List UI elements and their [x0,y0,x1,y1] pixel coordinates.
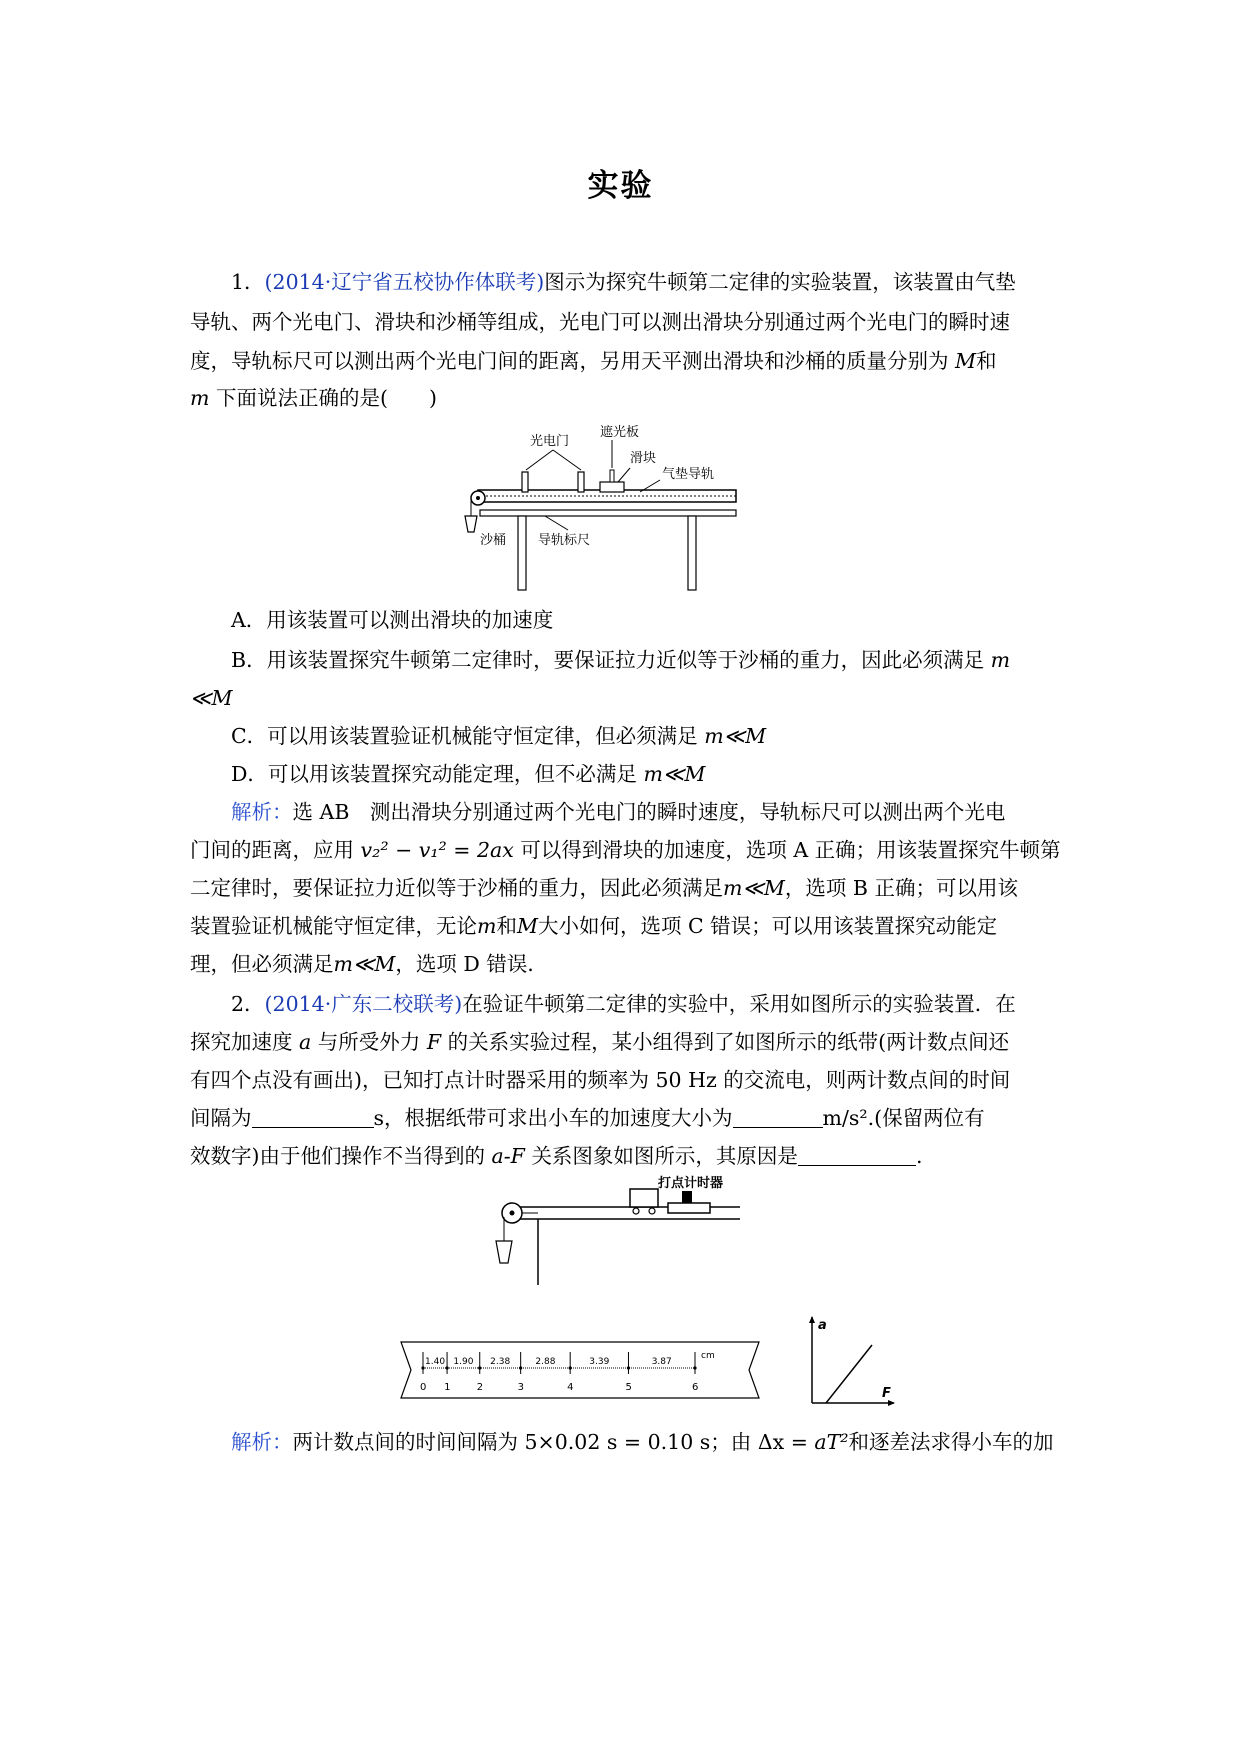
cart-body [630,1189,658,1207]
label-air-track: 气垫导轨 [662,467,715,482]
q1-analysis-line-4: 装置验证机械能守恒定律，无论m和M大小如何，选项 C 错误；可以用该装置探究动能定 [190,914,998,938]
q1-analysis-line-1: 解析：选 AB 测出滑块分别通过两个光电门的瞬时速度，导轨标尺可以测出两个光电 [231,800,1006,824]
q2-line-1: 2．(2014·广东二校联考)在验证牛顿第二定律的实验中，采用如图所示的实验装置．在 [231,992,1016,1016]
q1-line-3: 度，导轨标尺可以测出两个光电门间的距离，另用天平测出滑块和沙桶的质量分别为 M和 [190,349,997,373]
tape-point-dot [478,1366,481,1369]
weight-bucket-icon [496,1241,512,1263]
tape-segment-label: 2.38 [490,1357,511,1367]
slider-block [600,482,624,492]
sand-bucket-icon [465,516,477,532]
answer-blank-interval[interactable] [252,1107,374,1128]
label-sand-bucket: 沙桶 [480,533,507,548]
q1-option-a: A．用该装置可以测出滑块的加速度 [231,608,554,632]
cart-apparatus-figure [490,1175,750,1295]
answer-blank-acceleration[interactable] [733,1107,823,1128]
q2-line-4: 间隔为 s，根据纸带可求出小车的加速度大小为 m/s².(保留两位有 [190,1106,985,1130]
answer-blank-reason[interactable] [798,1145,916,1166]
tape-unit-label: cm [701,1351,715,1361]
q2-source: (2014·广东二校联考) [264,992,463,1016]
a-f-graph [800,1315,900,1415]
label-timer: 打点计时器 [658,1176,724,1191]
track-ruler [480,510,736,516]
tape-segment-label: 1.40 [425,1357,446,1367]
timer-base [668,1203,710,1213]
tape-point-dot [519,1366,522,1369]
q1-number: 1． [231,270,265,294]
formula-velocity: v₂² − v₁² = 2ax [360,838,514,862]
graph-y-label: a [818,1318,827,1333]
table-leg-right [688,516,696,590]
tape-point-dot [569,1366,572,1369]
q2-line-3: 有四个点没有画出)，已知打点计时器采用的频率为 50 Hz 的交流电，则两计数点间的时间 [190,1068,1011,1092]
tape-point-label: 4 [567,1382,574,1393]
label-slider: 滑块 [630,451,657,466]
q1-option-b: B．用该装置探究牛顿第二定律时，要保证拉力近似等于沙桶的重力，因此必须满足 m [231,648,1011,672]
tape-segment-label: 1.90 [453,1357,474,1367]
q1-analysis-line-5: 理，但必须满足m≪M，选项 D 错误． [190,952,548,976]
q1-option-c: C．可以用该装置验证机械能守恒定律，但必须满足 m≪M [231,724,767,748]
q2-analysis-line-1: 解析：两计数点间的时间间隔为 5×0.02 s = 0.10 s；由 Δx = aT²和逐差法求得小车的加 [231,1430,1054,1454]
label-shade-plate: 遮光板 [600,425,640,440]
q2-number: 2． [231,992,265,1016]
q1-option-b-cont: ≪M [190,686,233,710]
label-light-gate: 光电门 [530,434,570,449]
q1-line-1: 1．(2014·辽宁省五校协作体联考)图示为探究牛顿第二定律的实验装置，该装置由气垫 [231,270,1016,294]
tape-point-dot [627,1366,630,1369]
page-title: 实验 [587,168,654,204]
tape-point-label: 3 [517,1382,525,1393]
q1-option-d: D．可以用该装置探究动能定理，但不必满足 m≪M [231,762,706,786]
q2-analysis-label: 解析： [231,1430,293,1454]
graph-line [826,1345,872,1403]
label-track-ruler: 导轨标尺 [538,533,591,548]
q2-line-2: 探究加速度 a 与所受外力 F 的关系实验过程，某小组得到了如图所示的纸带(两计数点间还 [190,1030,1010,1054]
shade-plate [610,470,614,482]
q1-analysis-line-2: 门间的距离，应用 v₂² − v₁² = 2ax 可以得到滑块的加速度，选项 A 正确；用该装置探究牛顿第 [190,838,1061,862]
tape-segment-label: 3.39 [589,1357,610,1367]
light-gate-1 [522,472,528,492]
tape-point-label: 1 [444,1382,451,1393]
tape-point-label: 6 [692,1382,699,1393]
tape-point-dot [445,1366,448,1369]
tape-point-label: 2 [476,1382,484,1393]
q1-source: (2014·辽宁省五校协作体联考) [264,270,545,294]
paper-tape-figure [395,1340,765,1400]
table-leg-left [518,516,526,590]
tape-point-label: 0 [420,1382,427,1393]
timer-icon [682,1191,692,1203]
tape-point-dot [693,1366,696,1369]
q1-line-2: 导轨、两个光电门、滑块和沙桶等组成，光电门可以测出滑块分别通过两个光电门的瞬时速 [190,310,1010,334]
light-gate-2 [578,472,584,492]
graph-x-label: F [882,1386,891,1401]
q1-analysis-label: 解析： [231,800,293,824]
tape-segment-label: 3.87 [651,1357,672,1367]
q2-line-5: 效数字)由于他们操作不当得到的 a-F 关系图象如图所示，其原因是 . [190,1144,923,1168]
tape-point-label: 5 [625,1382,632,1393]
q1-analysis-line-3: 二定律时，要保证拉力近似等于沙桶的重力，因此必须满足m≪M，选项 B 正确；可以用该 [190,876,1018,900]
q1-line-4: m 下面说法正确的是( ) [190,386,437,410]
air-track-figure [460,420,790,600]
tape-segment-label: 2.88 [535,1357,556,1367]
